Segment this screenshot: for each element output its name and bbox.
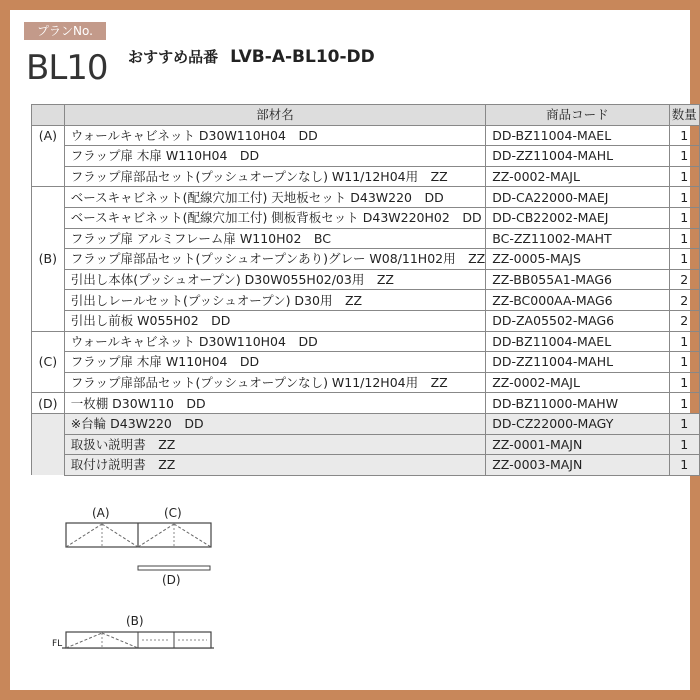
header-quantity: 数量 <box>669 105 699 126</box>
row-part-name: 取付け説明書 ZZ <box>64 455 486 476</box>
row-product-code: DD-ZA05502-MAG6 <box>486 310 669 331</box>
row-part-name: ウォールキャビネット D30W110H04 DD <box>64 125 486 146</box>
row-quantity: 1 <box>669 207 699 228</box>
shelf-d <box>138 566 210 570</box>
diagram-label-b: (B) <box>126 614 144 628</box>
diagram-label-c: (C) <box>164 506 182 520</box>
row-product-code: DD-CB22002-MAEJ <box>486 207 669 228</box>
diagram-label-a: (A) <box>92 506 110 520</box>
row-product-code: ZZ-0003-MAJN <box>486 455 669 476</box>
header-product-code: 商品コード <box>486 105 669 126</box>
row-quantity: 1 <box>669 352 699 373</box>
row-quantity: 1 <box>669 166 699 187</box>
row-part-name: 引出し本体(プッシュオープン) D30W055H02/03用 ZZ <box>64 269 486 290</box>
row-quantity: 1 <box>669 372 699 393</box>
product-code: LVB-A-BL10-DD <box>230 47 375 67</box>
row-part-name: フラップ扉 木扉 W110H04 DD <box>64 146 486 167</box>
row-part-name: 一枚棚 D30W110 DD <box>64 393 486 414</box>
row-part-name: 引出しレールセット(プッシュオープン) D30用 ZZ <box>64 290 486 311</box>
row-part-name: フラップ扉 アルミフレーム扉 W110H02 BC <box>64 228 486 249</box>
row-product-code: DD-CA22000-MAEJ <box>486 187 669 208</box>
header-part-name: 部材名 <box>64 105 486 126</box>
row-product-code: DD-BZ11000-MAHW <box>486 393 669 414</box>
recommend-label: おすすめ品番 <box>128 48 219 66</box>
plan-id: BL10 <box>26 48 108 88</box>
row-part-name: フラップ扉部品セット(プッシュオープンあり)グレー W08/11H02用 ZZ <box>64 249 486 270</box>
row-quantity: 1 <box>669 413 699 434</box>
row-product-code: DD-BZ11004-MAEL <box>486 125 669 146</box>
row-product-code: DD-ZZ11004-MAHL <box>486 146 669 167</box>
row-product-code: ZZ-BB055A1-MAG6 <box>486 269 669 290</box>
row-part-name: ※台輪 D43W220 DD <box>64 413 486 434</box>
row-group: (A) <box>32 125 65 146</box>
row-product-code: ZZ-0005-MAJS <box>486 249 669 270</box>
plan-number-label: プランNo. <box>24 22 106 40</box>
row-group: (B) <box>32 249 65 270</box>
row-product-code: ZZ-0002-MAJL <box>486 166 669 187</box>
row-product-code: DD-CZ22000-MAGY <box>486 413 669 434</box>
row-part-name: 引出し前板 W055H02 DD <box>64 310 486 331</box>
row-part-name: ウォールキャビネット D30W110H04 DD <box>64 331 486 352</box>
row-product-code: ZZ-BC000AA-MAG6 <box>486 290 669 311</box>
row-part-name: フラップ扉部品セット(プッシュオープンなし) W11/12H04用 ZZ <box>64 372 486 393</box>
row-quantity: 1 <box>669 455 699 476</box>
row-part-name: フラップ扉部品セット(プッシュオープンなし) W11/12H04用 ZZ <box>64 166 486 187</box>
row-quantity: 1 <box>669 228 699 249</box>
row-quantity: 1 <box>669 125 699 146</box>
row-part-name: ベースキャビネット(配線穴加工付) 側板背板セット D43W220H02 DD <box>64 207 486 228</box>
floor-level-label: FL <box>52 639 63 649</box>
row-quantity: 1 <box>669 331 699 352</box>
row-part-name: フラップ扉 木扉 W110H04 DD <box>64 352 486 373</box>
row-quantity: 1 <box>669 146 699 167</box>
row-quantity: 1 <box>669 249 699 270</box>
row-quantity: 2 <box>669 310 699 331</box>
row-group: (C) <box>32 352 65 373</box>
row-product-code: DD-BZ11004-MAEL <box>486 331 669 352</box>
row-product-code: BC-ZZ11002-MAHT <box>486 228 669 249</box>
row-part-name: 取扱い説明書 ZZ <box>64 434 486 455</box>
row-product-code: ZZ-0001-MAJN <box>486 434 669 455</box>
row-quantity: 2 <box>669 269 699 290</box>
row-quantity: 1 <box>669 187 699 208</box>
row-product-code: DD-ZZ11004-MAHL <box>486 352 669 373</box>
row-quantity: 2 <box>669 290 699 311</box>
row-product-code: ZZ-0002-MAJL <box>486 372 669 393</box>
row-part-name: ベースキャビネット(配線穴加工付) 天地板セット D43W220 DD <box>64 187 486 208</box>
row-quantity: 1 <box>669 434 699 455</box>
row-group: (D) <box>32 393 65 414</box>
row-quantity: 1 <box>669 393 699 414</box>
diagram-label-d: (D) <box>162 573 181 587</box>
